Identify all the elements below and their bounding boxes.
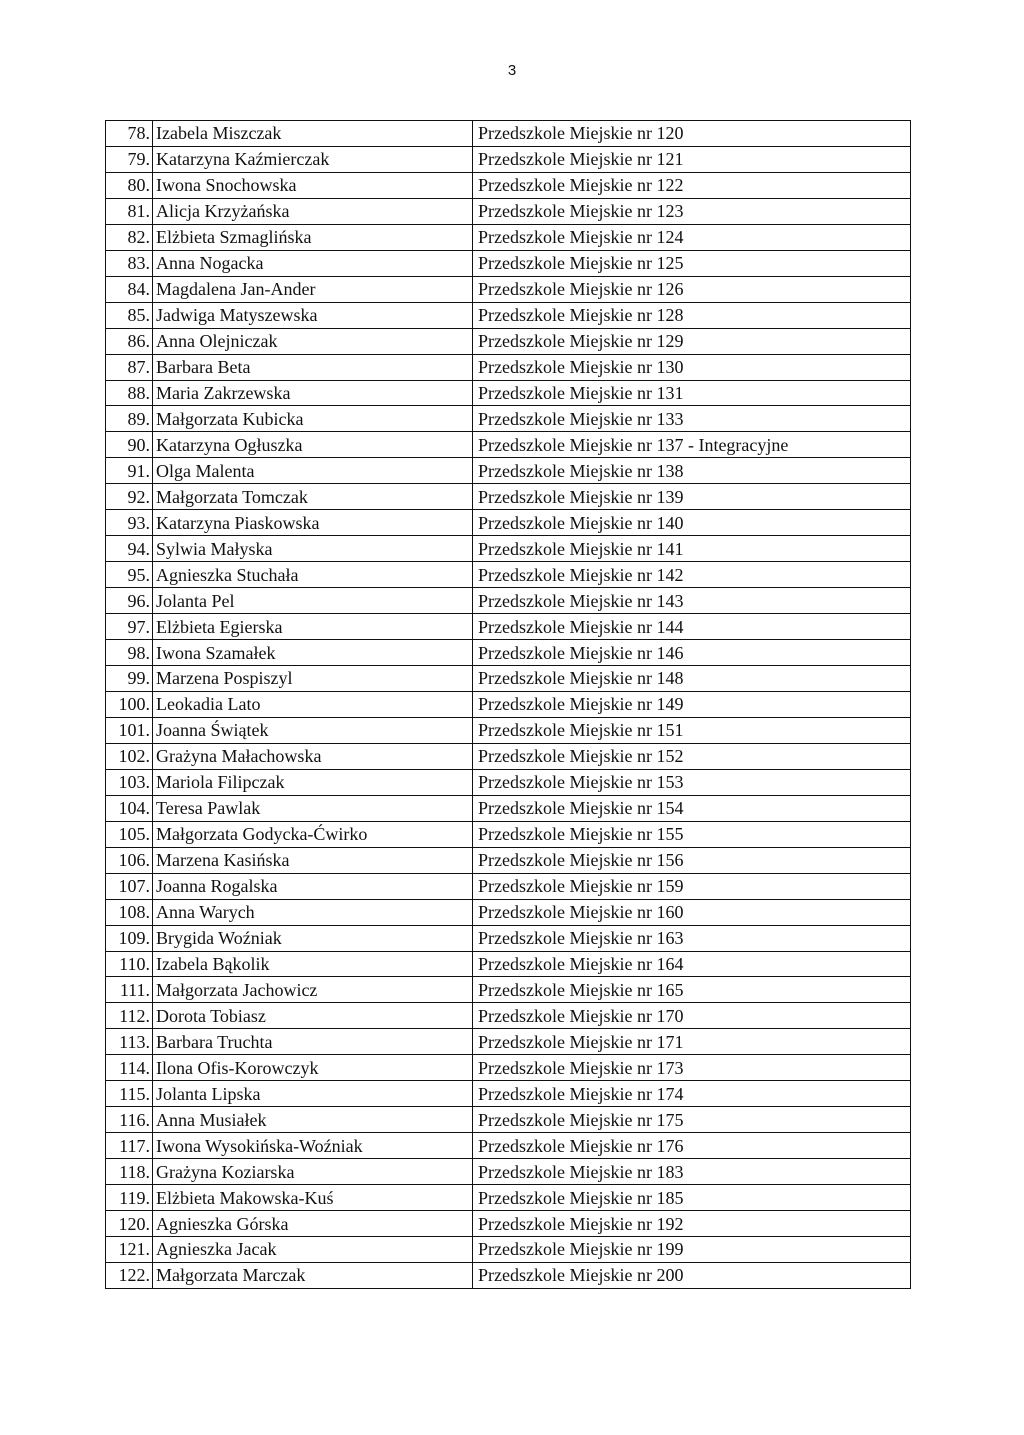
row-number: 93.	[106, 510, 153, 536]
row-number: 104.	[106, 795, 153, 821]
table-row	[106, 172, 911, 198]
person-name: Małgorzata Tomczak	[153, 484, 473, 510]
table-row	[106, 406, 911, 432]
person-name: Brygida Woźniak	[153, 925, 473, 951]
row-number: 110.	[106, 951, 153, 977]
table-row	[106, 821, 911, 847]
school-name: Przedszkole Miejskie nr 176	[473, 1133, 911, 1159]
table-row	[106, 640, 911, 666]
person-name: Iwona Szamałek	[153, 640, 473, 666]
table-row	[106, 146, 911, 172]
school-name: Przedszkole Miejskie nr 159	[473, 873, 911, 899]
person-name: Grażyna Małachowska	[153, 743, 473, 769]
row-number: 112.	[106, 1003, 153, 1029]
school-name: Przedszkole Miejskie nr 149	[473, 691, 911, 717]
row-number: 116.	[106, 1107, 153, 1133]
school-name: Przedszkole Miejskie nr 152	[473, 743, 911, 769]
person-name: Anna Musiałek	[153, 1107, 473, 1133]
row-number: 85.	[106, 302, 153, 328]
row-number: 114.	[106, 1055, 153, 1081]
school-name: Przedszkole Miejskie nr 129	[473, 328, 911, 354]
row-number: 102.	[106, 743, 153, 769]
school-name: Przedszkole Miejskie nr 121	[473, 146, 911, 172]
person-name: Teresa Pawlak	[153, 795, 473, 821]
row-number: 113.	[106, 1029, 153, 1055]
table-row	[106, 1262, 911, 1288]
person-name: Ilona Ofis-Korowczyk	[153, 1055, 473, 1081]
person-name: Katarzyna Piaskowska	[153, 510, 473, 536]
row-number: 94.	[106, 536, 153, 562]
row-number: 83.	[106, 250, 153, 276]
school-name: Przedszkole Miejskie nr 199	[473, 1236, 911, 1262]
table-row	[106, 847, 911, 873]
person-name: Barbara Beta	[153, 354, 473, 380]
table-row	[106, 224, 911, 250]
table-row	[106, 198, 911, 224]
table-row	[106, 1236, 911, 1262]
row-number: 108.	[106, 899, 153, 925]
person-name: Jadwiga Matyszewska	[153, 302, 473, 328]
school-name: Przedszkole Miejskie nr 155	[473, 821, 911, 847]
table-row	[106, 484, 911, 510]
person-name: Agnieszka Jacak	[153, 1236, 473, 1262]
table-row	[106, 873, 911, 899]
person-name: Elżbieta Egierska	[153, 614, 473, 640]
row-number: 92.	[106, 484, 153, 510]
school-name: Przedszkole Miejskie nr 123	[473, 198, 911, 224]
table-row	[106, 250, 911, 276]
table-row	[106, 121, 911, 147]
row-number: 105.	[106, 821, 153, 847]
table-row	[106, 951, 911, 977]
row-number: 103.	[106, 769, 153, 795]
row-number: 99.	[106, 666, 153, 692]
table-row	[106, 666, 911, 692]
person-name: Magdalena Jan-Ander	[153, 276, 473, 302]
school-name: Przedszkole Miejskie nr 153	[473, 769, 911, 795]
school-name: Przedszkole Miejskie nr 124	[473, 224, 911, 250]
school-name: Przedszkole Miejskie nr 125	[473, 250, 911, 276]
person-name: Katarzyna Ogłuszka	[153, 432, 473, 458]
person-name: Joanna Świątek	[153, 717, 473, 743]
school-name: Przedszkole Miejskie nr 122	[473, 172, 911, 198]
row-number: 91.	[106, 458, 153, 484]
table-row	[106, 717, 911, 743]
person-name: Jolanta Lipska	[153, 1081, 473, 1107]
school-name: Przedszkole Miejskie nr 137 - Integracyjne	[473, 432, 911, 458]
table-row	[106, 432, 911, 458]
table-row	[106, 769, 911, 795]
person-name: Anna Nogacka	[153, 250, 473, 276]
person-name: Dorota Tobiasz	[153, 1003, 473, 1029]
table-row	[106, 977, 911, 1003]
school-name: Przedszkole Miejskie nr 120	[473, 121, 911, 147]
row-number: 80.	[106, 172, 153, 198]
table-row	[106, 1003, 911, 1029]
row-number: 118.	[106, 1159, 153, 1185]
table-row	[106, 1159, 911, 1185]
person-name: Maria Zakrzewska	[153, 380, 473, 406]
table-row	[106, 536, 911, 562]
table-row	[106, 795, 911, 821]
person-name: Małgorzata Kubicka	[153, 406, 473, 432]
table-row	[106, 1211, 911, 1237]
school-name: Przedszkole Miejskie nr 144	[473, 614, 911, 640]
person-name: Anna Warych	[153, 899, 473, 925]
table-row	[106, 1133, 911, 1159]
school-name: Przedszkole Miejskie nr 164	[473, 951, 911, 977]
school-name: Przedszkole Miejskie nr 165	[473, 977, 911, 1003]
school-name: Przedszkole Miejskie nr 173	[473, 1055, 911, 1081]
person-name: Joanna Rogalska	[153, 873, 473, 899]
person-name: Sylwia Małyska	[153, 536, 473, 562]
person-name: Małgorzata Godycka-Ćwirko	[153, 821, 473, 847]
school-name: Przedszkole Miejskie nr 131	[473, 380, 911, 406]
row-number: 106.	[106, 847, 153, 873]
person-name: Katarzyna Kaźmierczak	[153, 146, 473, 172]
person-name: Iwona Snochowska	[153, 172, 473, 198]
school-name: Przedszkole Miejskie nr 142	[473, 562, 911, 588]
row-number: 107.	[106, 873, 153, 899]
table-row	[106, 1029, 911, 1055]
row-number: 95.	[106, 562, 153, 588]
school-name: Przedszkole Miejskie nr 130	[473, 354, 911, 380]
school-name: Przedszkole Miejskie nr 133	[473, 406, 911, 432]
row-number: 97.	[106, 614, 153, 640]
school-name: Przedszkole Miejskie nr 143	[473, 588, 911, 614]
person-name: Izabela Miszczak	[153, 121, 473, 147]
table-row	[106, 354, 911, 380]
person-name: Grażyna Koziarska	[153, 1159, 473, 1185]
page-number: 3	[507, 62, 517, 79]
row-number: 120.	[106, 1211, 153, 1237]
row-number: 122.	[106, 1262, 153, 1288]
row-number: 86.	[106, 328, 153, 354]
person-name: Iwona Wysokińska-Woźniak	[153, 1133, 473, 1159]
table-row	[106, 1055, 911, 1081]
table-body	[106, 121, 911, 1289]
table-row	[106, 510, 911, 536]
row-number: 82.	[106, 224, 153, 250]
school-name: Przedszkole Miejskie nr 126	[473, 276, 911, 302]
person-name: Alicja Krzyżańska	[153, 198, 473, 224]
school-name: Przedszkole Miejskie nr 163	[473, 925, 911, 951]
row-number: 87.	[106, 354, 153, 380]
school-name: Przedszkole Miejskie nr 175	[473, 1107, 911, 1133]
school-name: Przedszkole Miejskie nr 170	[473, 1003, 911, 1029]
row-number: 84.	[106, 276, 153, 302]
row-number: 101.	[106, 717, 153, 743]
table-row	[106, 562, 911, 588]
row-number: 78.	[106, 121, 153, 147]
row-number: 111.	[106, 977, 153, 1003]
school-name: Przedszkole Miejskie nr 156	[473, 847, 911, 873]
table-row	[106, 1081, 911, 1107]
person-name: Elżbieta Makowska-Kuś	[153, 1185, 473, 1211]
teacher-list-table	[105, 120, 911, 1289]
person-name: Marzena Kasińska	[153, 847, 473, 873]
row-number: 88.	[106, 380, 153, 406]
row-number: 90.	[106, 432, 153, 458]
table-row	[106, 1107, 911, 1133]
table-row	[106, 925, 911, 951]
table-row	[106, 614, 911, 640]
school-name: Przedszkole Miejskie nr 192	[473, 1211, 911, 1237]
person-name: Izabela Bąkolik	[153, 951, 473, 977]
school-name: Przedszkole Miejskie nr 146	[473, 640, 911, 666]
school-name: Przedszkole Miejskie nr 174	[473, 1081, 911, 1107]
person-name: Mariola Filipczak	[153, 769, 473, 795]
school-name: Przedszkole Miejskie nr 160	[473, 899, 911, 925]
table-row	[106, 691, 911, 717]
row-number: 79.	[106, 146, 153, 172]
person-name: Leokadia Lato	[153, 691, 473, 717]
person-name: Elżbieta Szmaglińska	[153, 224, 473, 250]
person-name: Anna Olejniczak	[153, 328, 473, 354]
table-row	[106, 588, 911, 614]
row-number: 98.	[106, 640, 153, 666]
school-name: Przedszkole Miejskie nr 139	[473, 484, 911, 510]
person-name: Małgorzata Marczak	[153, 1262, 473, 1288]
row-number: 96.	[106, 588, 153, 614]
school-name: Przedszkole Miejskie nr 140	[473, 510, 911, 536]
row-number: 119.	[106, 1185, 153, 1211]
school-name: Przedszkole Miejskie nr 141	[473, 536, 911, 562]
row-number: 109.	[106, 925, 153, 951]
table-row	[106, 380, 911, 406]
school-name: Przedszkole Miejskie nr 151	[473, 717, 911, 743]
table-row	[106, 302, 911, 328]
table-row	[106, 458, 911, 484]
person-name: Agnieszka Stuchała	[153, 562, 473, 588]
row-number: 100.	[106, 691, 153, 717]
school-name: Przedszkole Miejskie nr 171	[473, 1029, 911, 1055]
table-row	[106, 1185, 911, 1211]
row-number: 117.	[106, 1133, 153, 1159]
table-row	[106, 328, 911, 354]
person-name: Jolanta Pel	[153, 588, 473, 614]
school-name: Przedszkole Miejskie nr 128	[473, 302, 911, 328]
table-row	[106, 276, 911, 302]
school-name: Przedszkole Miejskie nr 138	[473, 458, 911, 484]
person-name: Małgorzata Jachowicz	[153, 977, 473, 1003]
table-row	[106, 899, 911, 925]
row-number: 81.	[106, 198, 153, 224]
person-name: Olga Malenta	[153, 458, 473, 484]
school-name: Przedszkole Miejskie nr 154	[473, 795, 911, 821]
person-name: Agnieszka Górska	[153, 1211, 473, 1237]
table-row	[106, 743, 911, 769]
person-name: Marzena Pospiszyl	[153, 666, 473, 692]
row-number: 121.	[106, 1236, 153, 1262]
row-number: 115.	[106, 1081, 153, 1107]
school-name: Przedszkole Miejskie nr 200	[473, 1262, 911, 1288]
school-name: Przedszkole Miejskie nr 185	[473, 1185, 911, 1211]
school-name: Przedszkole Miejskie nr 183	[473, 1159, 911, 1185]
row-number: 89.	[106, 406, 153, 432]
person-name: Barbara Truchta	[153, 1029, 473, 1055]
school-name: Przedszkole Miejskie nr 148	[473, 666, 911, 692]
